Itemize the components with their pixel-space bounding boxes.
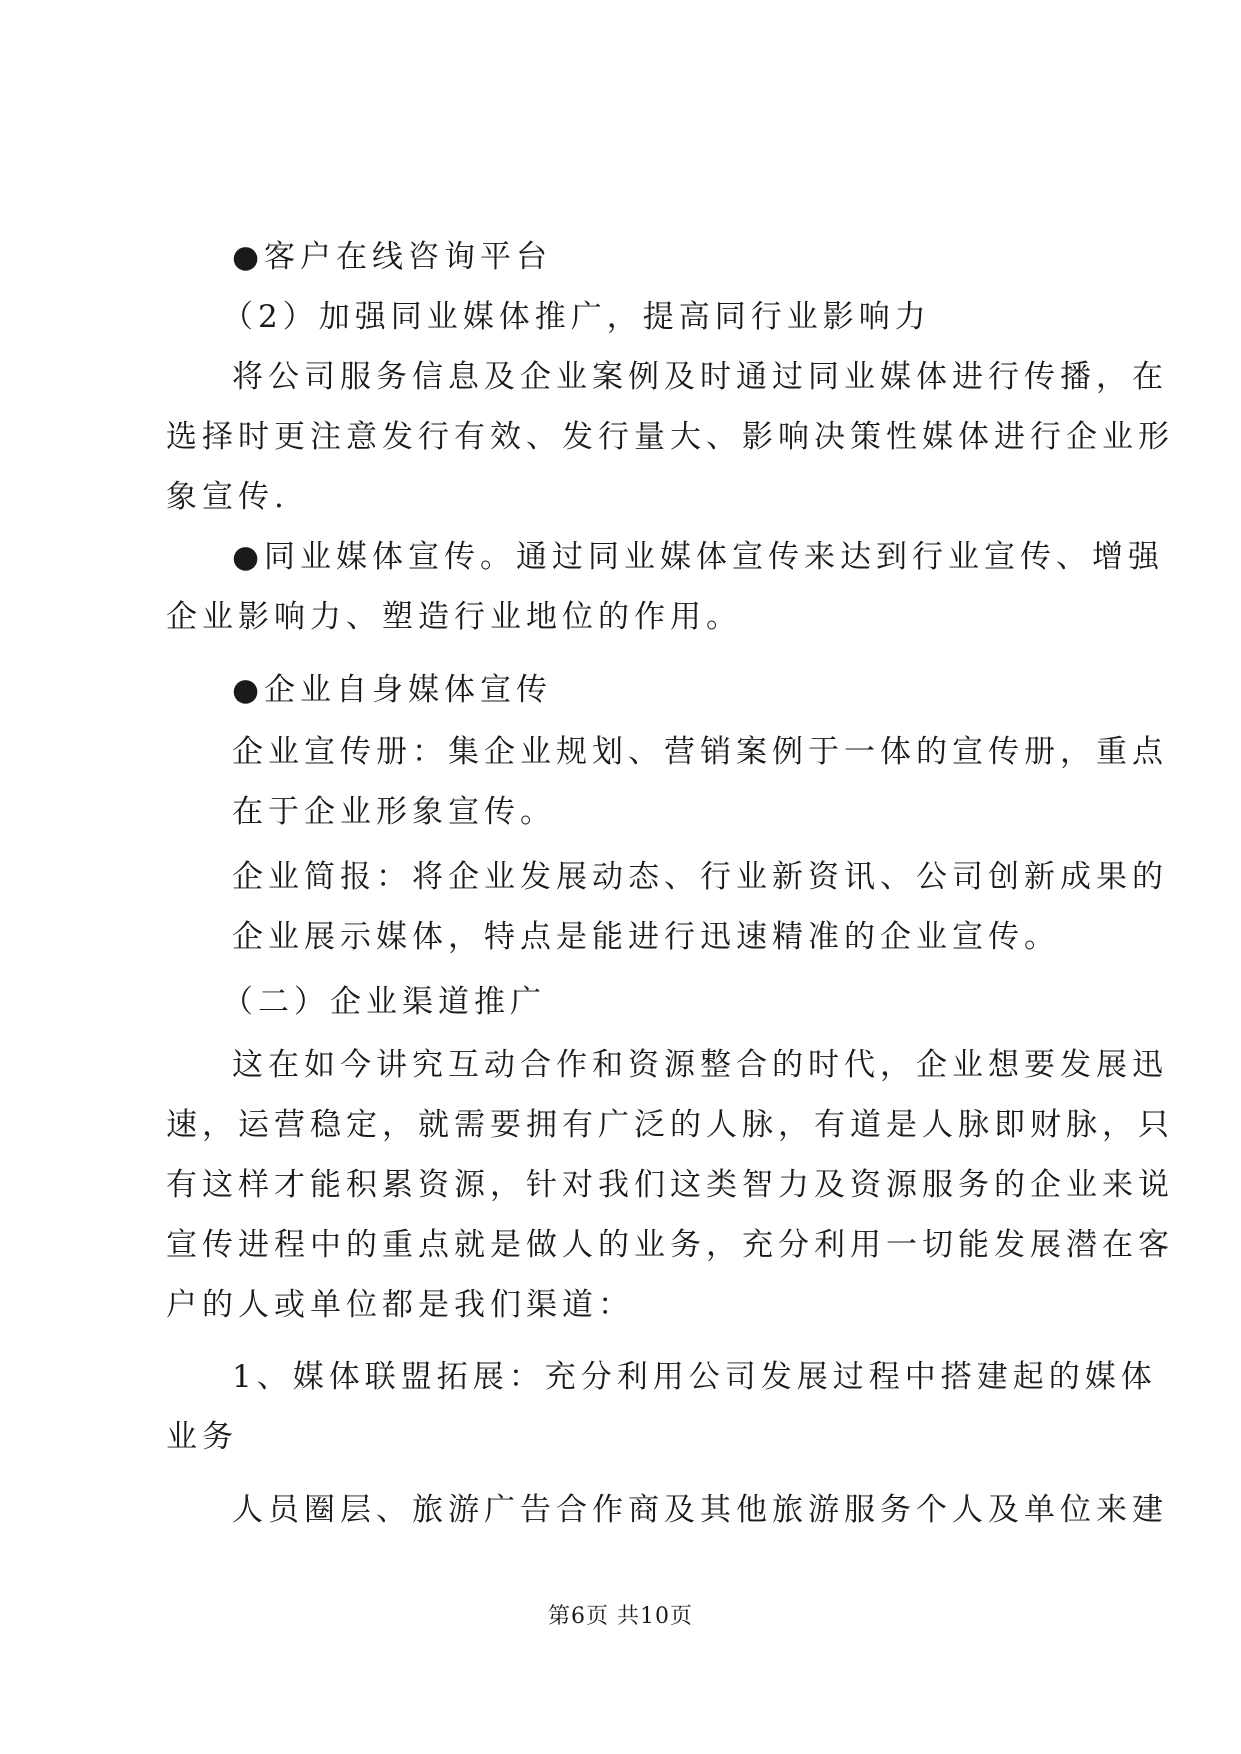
paragraph-line: 企业影响力、塑造行业地位的作用。 [166, 599, 742, 635]
paragraph-line: 在于企业形象宣传。 [232, 794, 556, 830]
bullet-line-peer-media: ●同业媒体宣传。通过同业媒体宣传来达到行业宣传、增强 [232, 539, 1165, 575]
section-heading-channel: （二）企业渠道推广 [222, 984, 546, 1020]
paragraph-line: 宣传进程中的重点就是做人的业务，充分利用一切能发展潜在客 [166, 1227, 1174, 1263]
bullet-line-online-consult: ●客户在线咨询平台 [232, 239, 553, 275]
paragraph-line: 有这样才能积累资源，针对我们这类智力及资源服务的企业来说 [166, 1167, 1174, 1203]
paragraph-line: 这在如今讲究互动合作和资源整合的时代，企业想要发展迅 [232, 1047, 1168, 1083]
paragraph-line: 将公司服务信息及企业案例及时通过同业媒体进行传播，在 [232, 359, 1168, 395]
page-number: 第6页 共10页 [548, 1604, 693, 1629]
paragraph-line: 企业简报：将企业发展动态、行业新资讯、公司创新成果的 [232, 859, 1168, 895]
paragraph-line: 选择时更注意发行有效、发行量大、影响决策性媒体进行企业形 [166, 419, 1174, 455]
paragraph-line: 企业宣传册：集企业规划、营销案例于一体的宣传册，重点 [232, 734, 1168, 770]
paragraph-line: 户的人或单位都是我们渠道： [166, 1287, 634, 1323]
list-item-media-alliance: 1、媒体联盟拓展：充分利用公司发展过程中搭建起的媒体 [232, 1359, 1157, 1395]
paragraph-line: 人员圈层、旅游广告合作商及其他旅游服务个人及单位来建 [232, 1492, 1168, 1528]
paragraph-line: 速，运营稳定，就需要拥有广泛的人脉，有道是人脉即财脉，只 [166, 1107, 1174, 1143]
section-heading-peer-media: （2）加强同业媒体推广，提高同行业影响力 [222, 299, 931, 335]
paragraph-line: 业务 [166, 1419, 238, 1455]
paragraph-line: 企业展示媒体，特点是能进行迅速精准的企业宣传。 [232, 919, 1060, 955]
paragraph-line: 象宣传. [166, 479, 289, 515]
bullet-line-own-media: ●企业自身媒体宣传 [232, 672, 553, 708]
